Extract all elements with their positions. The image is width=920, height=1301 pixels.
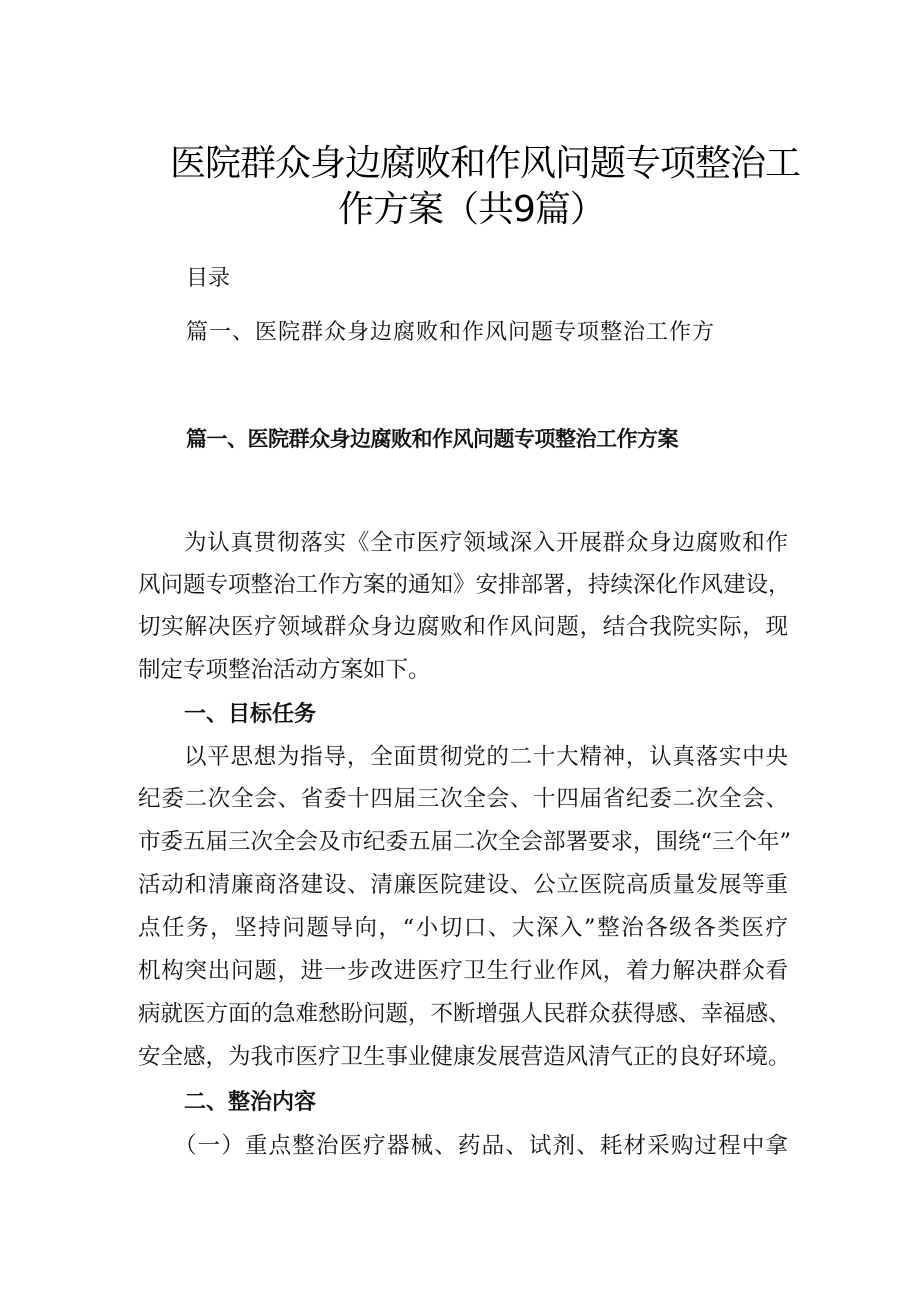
para1-line-3: 市委五届三次全会及市纪委五届二次全会部署要求，围绕“三个年” [138, 829, 792, 855]
section-heading: 篇一、医院群众身边腐败和作风问题专项整治工作方案 [186, 427, 678, 451]
para1-line-6: 机构突出问题，进一步改进医疗卫生行业作风，着力解决群众看 [138, 958, 788, 984]
toc-label: 目录 [186, 266, 231, 291]
heading-goals: 一、目标任务 [184, 702, 317, 727]
para1-line-7: 病就医方面的急难愁盼问题，不断增强人民群众获得感、幸福感、 [138, 1001, 791, 1027]
intro-line-4: 制定专项整治活动方案如下。 [138, 657, 431, 683]
intro-line-3: 切实解决医疗领域群众身边腐败和作风问题，结合我院实际，现 [138, 614, 788, 640]
heading-rectification-content: 二、整治内容 [184, 1090, 317, 1115]
para1-line-5: 点任务，坚持问题导向，“小切口、大深入”整治各级各类医疗 [138, 915, 788, 941]
intro-line-2: 风问题专项整治工作方案的通知》安排部署，持续深化作风建设， [138, 572, 791, 598]
document-title-line-2: 作方案（共9篇） [338, 189, 605, 230]
para2-line-1: （一）重点整治医疗器械、药品、试剂、耗材采购过程中拿 [174, 1133, 788, 1159]
para1-line-8: 安全感，为我市医疗卫生事业健康发展营造风清气正的良好环境。 [138, 1044, 791, 1070]
intro-line-1: 为认真贯彻落实《全市医疗领域深入开展群众身边腐败和作 [184, 530, 788, 556]
para1-line-2: 纪委二次全会、省委十四届三次全会、十四届省纪委二次全会、 [138, 786, 788, 812]
para1-line-4: 活动和清廉商洛建设、清廉医院建设、公立医院高质量发展等重 [138, 872, 788, 898]
document-title-line-1: 医院群众身边腐败和作风问题专项整治工 [170, 143, 801, 184]
toc-item-1[interactable]: 篇一、医院群众身边腐败和作风问题专项整治工作方 [186, 320, 716, 345]
para1-line-1: 以平思想为指导，全面贯彻党的二十大精神，认真落实中央 [184, 744, 788, 770]
